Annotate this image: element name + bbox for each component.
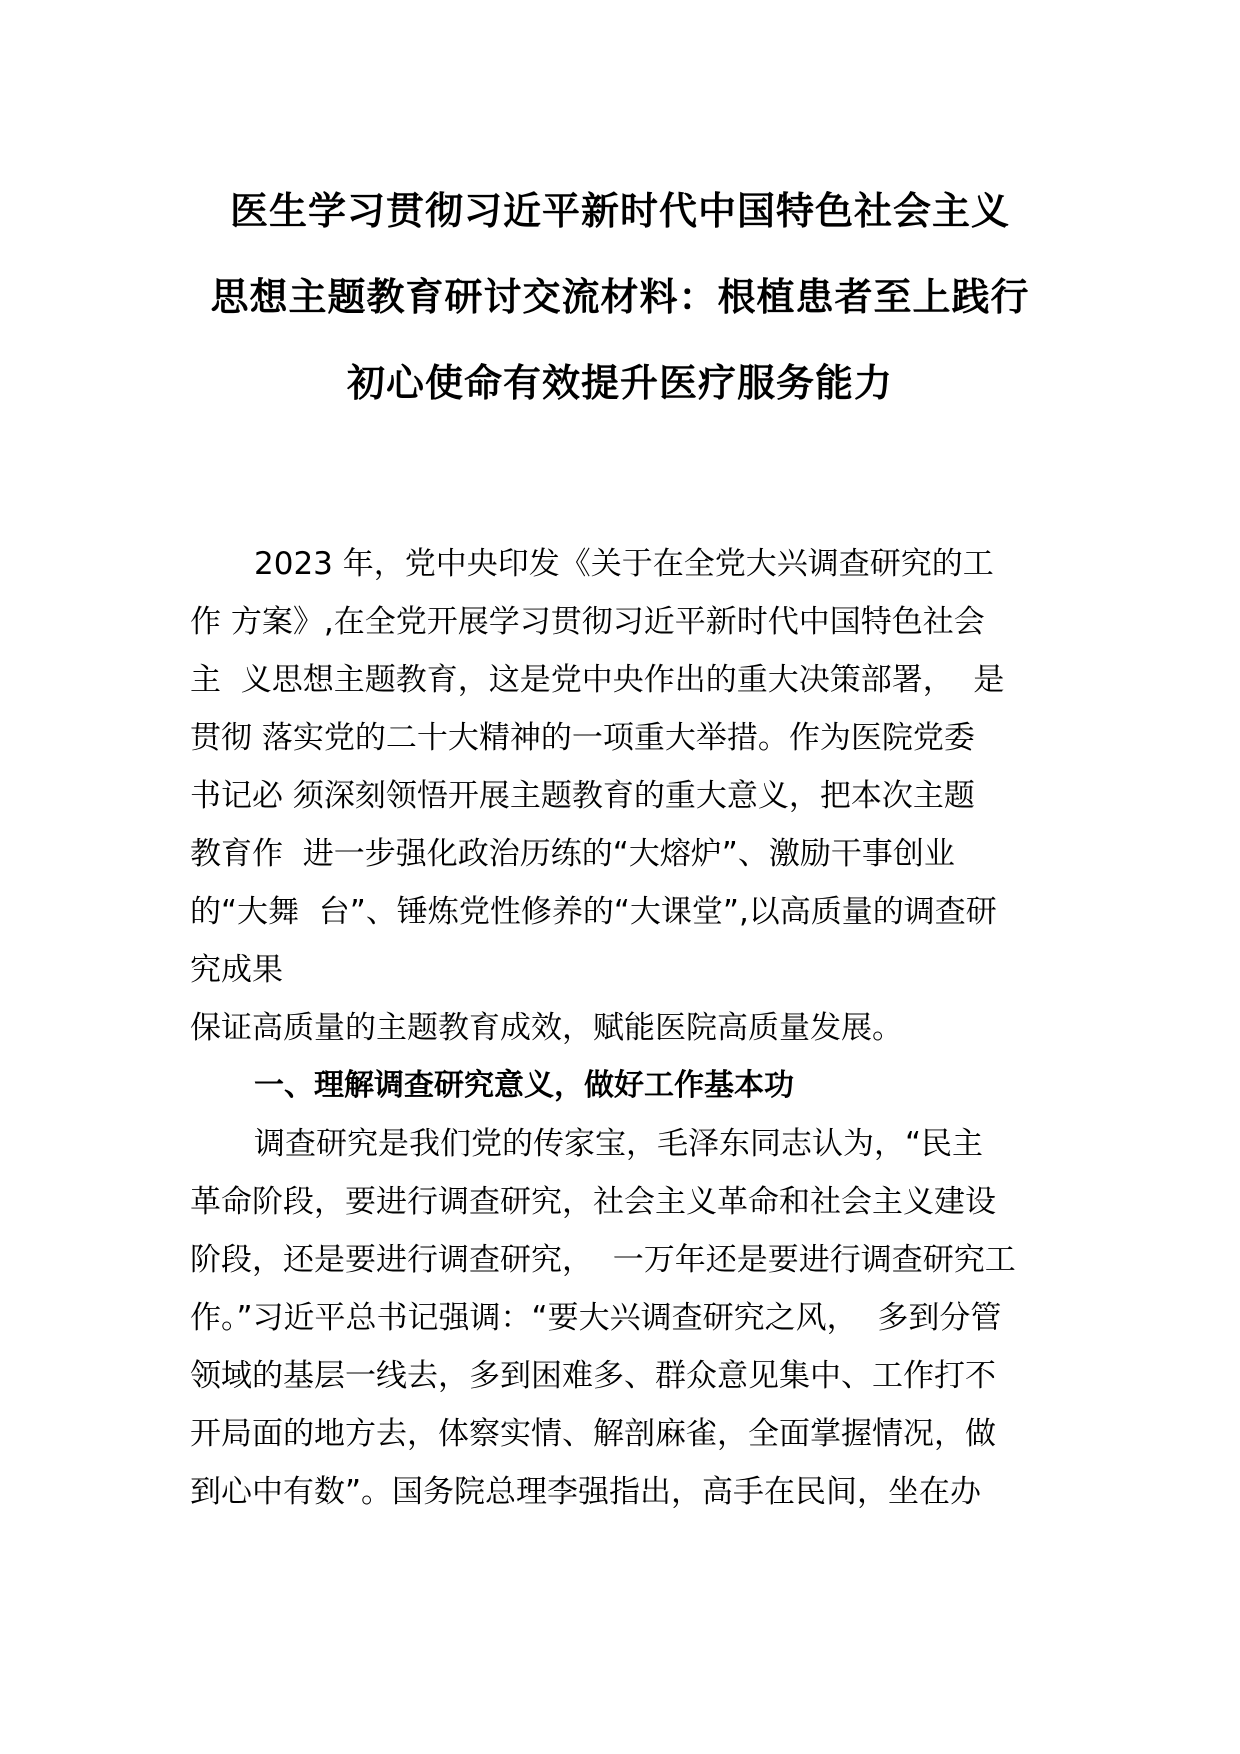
title-line: 思想主题教育研讨交流材料：根植患者至上践行 (210, 275, 1030, 319)
title-line: 医生学习贯彻习近平新时代中国特色社会主义 (229, 189, 1010, 233)
body-text-line: 书记必 须深刻领悟开展主题教育的重大意义，把本次主题 (190, 778, 975, 814)
document-body (190, 535, 1060, 1521)
title-line: 初心使命有效提升医疗服务能力 (346, 361, 893, 405)
body-text-line: 的“大舞 台”、锤炼党性修养的“大课堂”,以高质量的调查研 (190, 894, 997, 930)
body-text-line: 到心中有数”。国务院总理李强指出，高手在民间，坐在办 (190, 1474, 982, 1510)
body-text-line: 作。”习近平总书记强调：“要大兴调查研究之风， 多到分管 (190, 1300, 1002, 1336)
body-text-line: 开局面的地方去，体察实情、解剖麻雀，全面掌握情况，做 (190, 1416, 996, 1452)
body-text-line: 主 义思想主题教育，这是党中央作出的重大决策部署， 是 (190, 662, 1005, 698)
body-text-line: 调查研究是我们党的传家宝，毛泽东同志认为，“民主 (254, 1126, 984, 1162)
body-text-line: 阶段，还是要进行调查研究， 一万年还是要进行调查研究工 (190, 1242, 1016, 1278)
section-heading: 一、理解调查研究意义，做好工作基本功 (254, 1068, 794, 1103)
body-text-line: 保证高质量的主题教育成效，赋能医院高质量发展。 (190, 1010, 903, 1046)
body-text-line: 领域的基层一线去，多到困难多、群众意见集中、工作打不 (190, 1358, 996, 1394)
body-text-line: 究成果 (190, 952, 283, 988)
document-title (150, 168, 1090, 426)
body-text-line: 贯彻 落实党的二十大精神的一项重大举措。作为医院党委 (190, 720, 975, 756)
body-text-line: 2023 年，党中央印发《关于在全党大兴调查研究的工 (254, 546, 994, 582)
body-text-line: 革命阶段，要进行调查研究，社会主义革命和社会主义建设 (190, 1184, 996, 1220)
body-text-line: 作 方案》,在全党开展学习贯彻习近平新时代中国特色社会 (190, 604, 985, 640)
body-text-line: 教育作 进一步强化政治历练的“大熔炉”、激励干事创业 (190, 836, 955, 872)
